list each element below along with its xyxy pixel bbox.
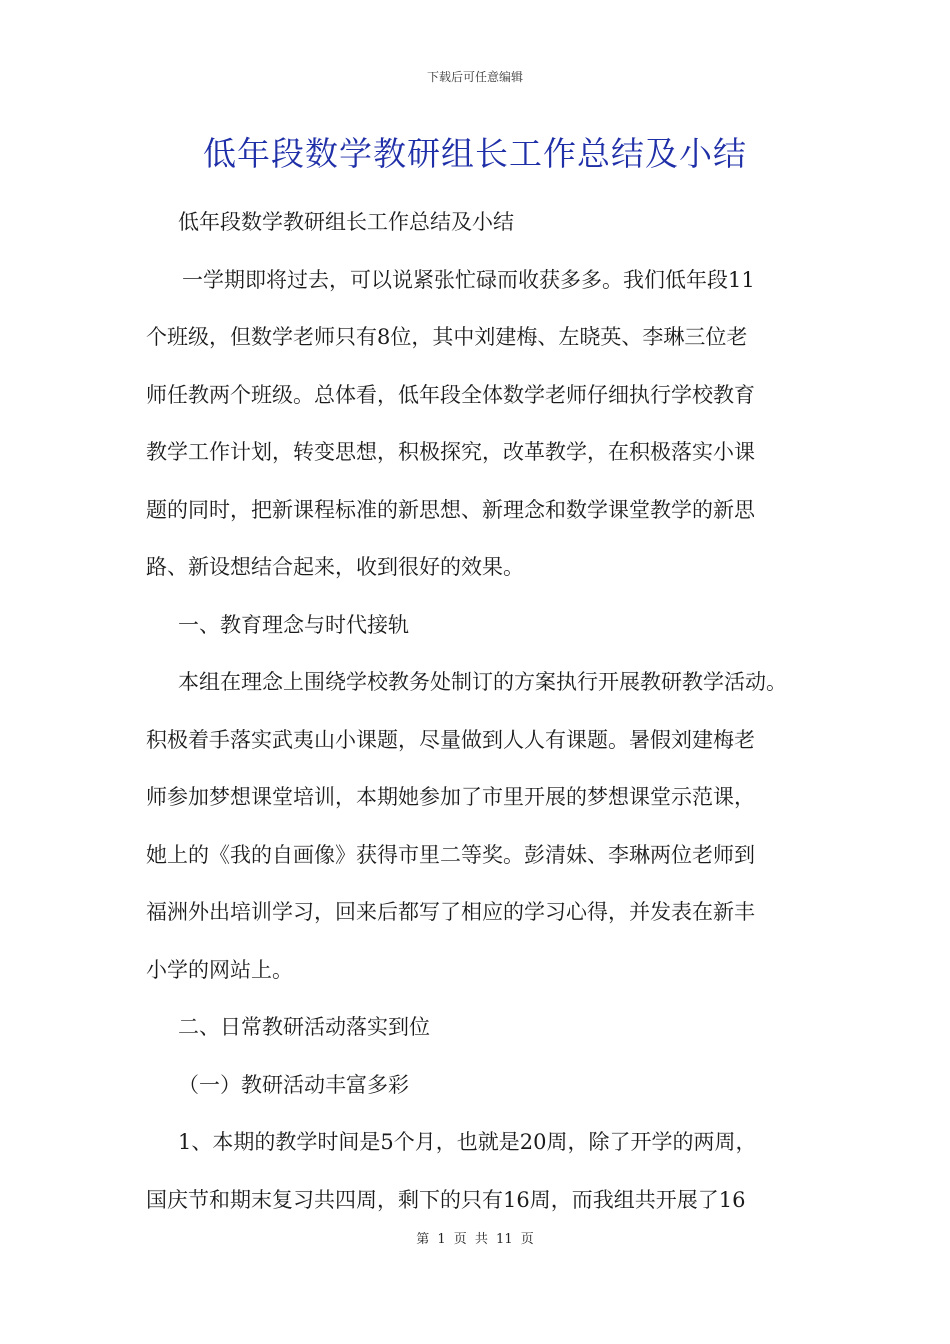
paragraph-line: 本组在理念上围绕学校教务处制订的方案执行开展教研教学活动。: [178, 670, 787, 694]
section-heading: 一、教育理念与时代接轨: [178, 612, 409, 637]
paragraph-line: 个班级，但数学老师只有8位，其中刘建梅、左晓英、李琳三位老: [146, 325, 748, 349]
paragraph-line: 教学工作计划，转变思想，积极探究，改革教学，在积极落实小课: [146, 440, 755, 464]
paragraph-line: 师任教两个班级。总体看，低年段全体数学老师仔细执行学校教育: [146, 382, 755, 407]
header-note: 下载后可任意编辑: [426, 70, 523, 84]
paragraph-line: 一学期即将过去，可以说紧张忙碌而收获多多。我们低年段11: [182, 267, 755, 292]
document-body: [146, 200, 816, 1235]
paragraph-line: 她上的《我的自画像》获得市里二等奖。彭清妹、李琳两位老师到: [146, 842, 755, 867]
section-heading: 二、日常教研活动落实到位: [178, 1015, 430, 1039]
paragraph-line: 积极着手落实武夷山小课题，尽量做到人人有课题。暑假刘建梅老: [146, 727, 755, 752]
page-footer: 第 1 页 共 11 页: [416, 1232, 534, 1247]
subsection-heading: （一）教研活动丰富多彩: [178, 1072, 409, 1097]
paragraph-line: 师参加梦想课堂培训，本期她参加了市里开展的梦想课堂示范课，: [146, 785, 755, 809]
subtitle-line: 低年段数学教研组长工作总结及小结: [178, 210, 514, 234]
paragraph-line: 1、本期的教学时间是5个月，也就是20周，除了开学的两周，: [178, 1130, 757, 1154]
paragraph-line: 题的同时，把新课程标准的新思想、新理念和数学课堂教学的新思: [146, 497, 755, 522]
document-title: 低年段数学教研组长工作总结及小结: [203, 134, 747, 173]
paragraph-line: 小学的网站上。: [146, 957, 293, 982]
paragraph-line: 福洲外出培训学习，回来后都写了相应的学习心得，并发表在新丰: [146, 900, 755, 924]
paragraph-line: 路、新设想结合起来，收到很好的效果。: [146, 555, 524, 579]
paragraph-line: 国庆节和期末复习共四周，剩下的只有16周，而我组共开展了16: [146, 1187, 746, 1212]
